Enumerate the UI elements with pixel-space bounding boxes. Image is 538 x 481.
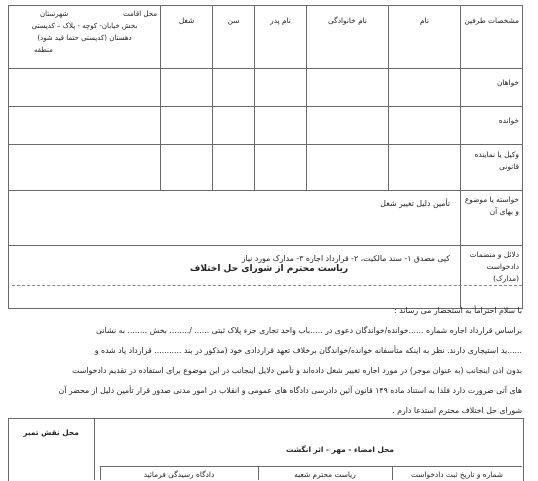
agent-family-cell[interactable] — [307, 145, 389, 191]
respondent-father-cell[interactable] — [255, 107, 307, 145]
agent-label: وکیل یا نماینده قانونی — [461, 145, 523, 191]
claim-row — [9, 191, 523, 246]
header-name: نام — [389, 6, 461, 69]
agent-row — [9, 145, 523, 191]
divider — [12, 285, 522, 286]
letter-line-2: ......ید استیجاری دارند. نظر به اینکه متأسفانه خوانده/خواندگان برخلاف تعهد قراردادی خود (مذکور در بند ........... قرارداد یاد شده و — [94, 346, 522, 355]
agent-age-cell[interactable] — [213, 145, 255, 191]
footer-col-divider-1 — [392, 466, 393, 480]
claim-label: خواسته یا موضوع و بهای آن — [461, 191, 523, 246]
header-address — [9, 6, 161, 69]
petitioner-occupation-cell[interactable] — [161, 69, 213, 107]
header-address-city: شهرستان — [40, 10, 69, 18]
petitioner-age-cell[interactable] — [213, 69, 255, 107]
header-residence: محل اقامت — [123, 10, 157, 18]
respondent-age-cell[interactable] — [213, 107, 255, 145]
letter-title: ریاست محترم از شورای حل اختلاف — [189, 264, 349, 274]
petitioner-name-cell[interactable] — [389, 69, 461, 107]
petitioner-father-cell[interactable] — [255, 69, 307, 107]
footer-col-divider-3 — [100, 466, 101, 480]
evidence-value[interactable]: کپی مصدق ۱- سند مالکیت، ۲- قرارداد اجاره ۳- مدارک مورد نیاز — [9, 246, 461, 309]
footer-branch-head: ریاست محترم شعبه — [294, 470, 356, 479]
header-party-specs: مشخصات طرفین — [461, 6, 523, 69]
letter-line-4: های آتی ضرورت دارد فلذا به استناد ماده ۱۴۹ قانون آئین دادرسی دادگاه های عمومی و انقلاب در امور مدنی صدور قرار تأمین دلیل از محضر آن — [58, 386, 522, 395]
petitioner-address-cell[interactable] — [9, 69, 161, 107]
letter-body — [14, 301, 522, 421]
header-address-line4: منطقه — [34, 46, 53, 54]
agent-father-cell[interactable] — [255, 145, 307, 191]
footer-col-divider-2 — [258, 466, 259, 480]
claim-value[interactable]: تأمین دلیل تغییر شغل — [9, 191, 461, 246]
letter-greeting: با سلام احترامأ به استحضار می رساند : — [394, 306, 522, 315]
respondent-address-cell[interactable] — [9, 107, 161, 145]
respondent-occupation-cell[interactable] — [161, 107, 213, 145]
table-header-row — [9, 6, 523, 69]
respondent-name-cell[interactable] — [389, 107, 461, 145]
footer-divider — [100, 466, 522, 467]
petitioner-family-cell[interactable] — [307, 69, 389, 107]
header-address-line3: دهستان (کدپستی حتما قید شود) — [37, 34, 132, 42]
agent-name-cell[interactable] — [389, 145, 461, 191]
respondent-family-cell[interactable] — [307, 107, 389, 145]
header-address-line2: بخش خیابان- کوچه - پلاک – کدپستی — [31, 22, 138, 30]
header-family-name: نام خانوادگی — [307, 6, 389, 69]
stamp-divider — [94, 418, 95, 480]
header-age: سن — [213, 6, 255, 69]
stamp-label: محل نقش تمبر — [23, 428, 79, 437]
letter-line-1: براساس قرارداد اجاره شماره ......خوانده/خواندگان دعوی در .....باب واحد تجاری جزء پلاک ثبتی ...... /........ بخش ........ به نشانی — [95, 326, 522, 335]
petitioner-row — [9, 69, 523, 107]
respondent-row — [9, 107, 523, 145]
agent-occupation-cell[interactable] — [161, 145, 213, 191]
signature-label: محل امضاء - مهر - اثر انگشت — [286, 445, 394, 454]
letter-line-3: بدون اذن اینجانب (به عنوان موجر) در مورد اجاره تغییر شغل داده‌اند و تأمین دلایل اینجانب در این موضوع برای استفاده در تقدیم دادخواست — [72, 366, 522, 375]
footer-registration: شماره و تاریخ ثبت دادخواست — [411, 470, 503, 479]
header-occupation: شغل — [161, 6, 213, 69]
header-father-name: نام پدر — [255, 6, 307, 69]
evidence-label: دلائل و منضمات دادخواست (مدارک) — [461, 246, 523, 309]
evidence-row — [9, 246, 523, 309]
respondent-label: خوانده — [461, 107, 523, 145]
petitioner-label: خواهان — [461, 69, 523, 107]
letter-line-5: شورای حل اختلاف محترم استدعا دارم . — [392, 406, 522, 415]
footer-court: دادگاه رسیدگی فرمائید — [143, 470, 215, 479]
agent-address-cell[interactable] — [9, 145, 161, 191]
